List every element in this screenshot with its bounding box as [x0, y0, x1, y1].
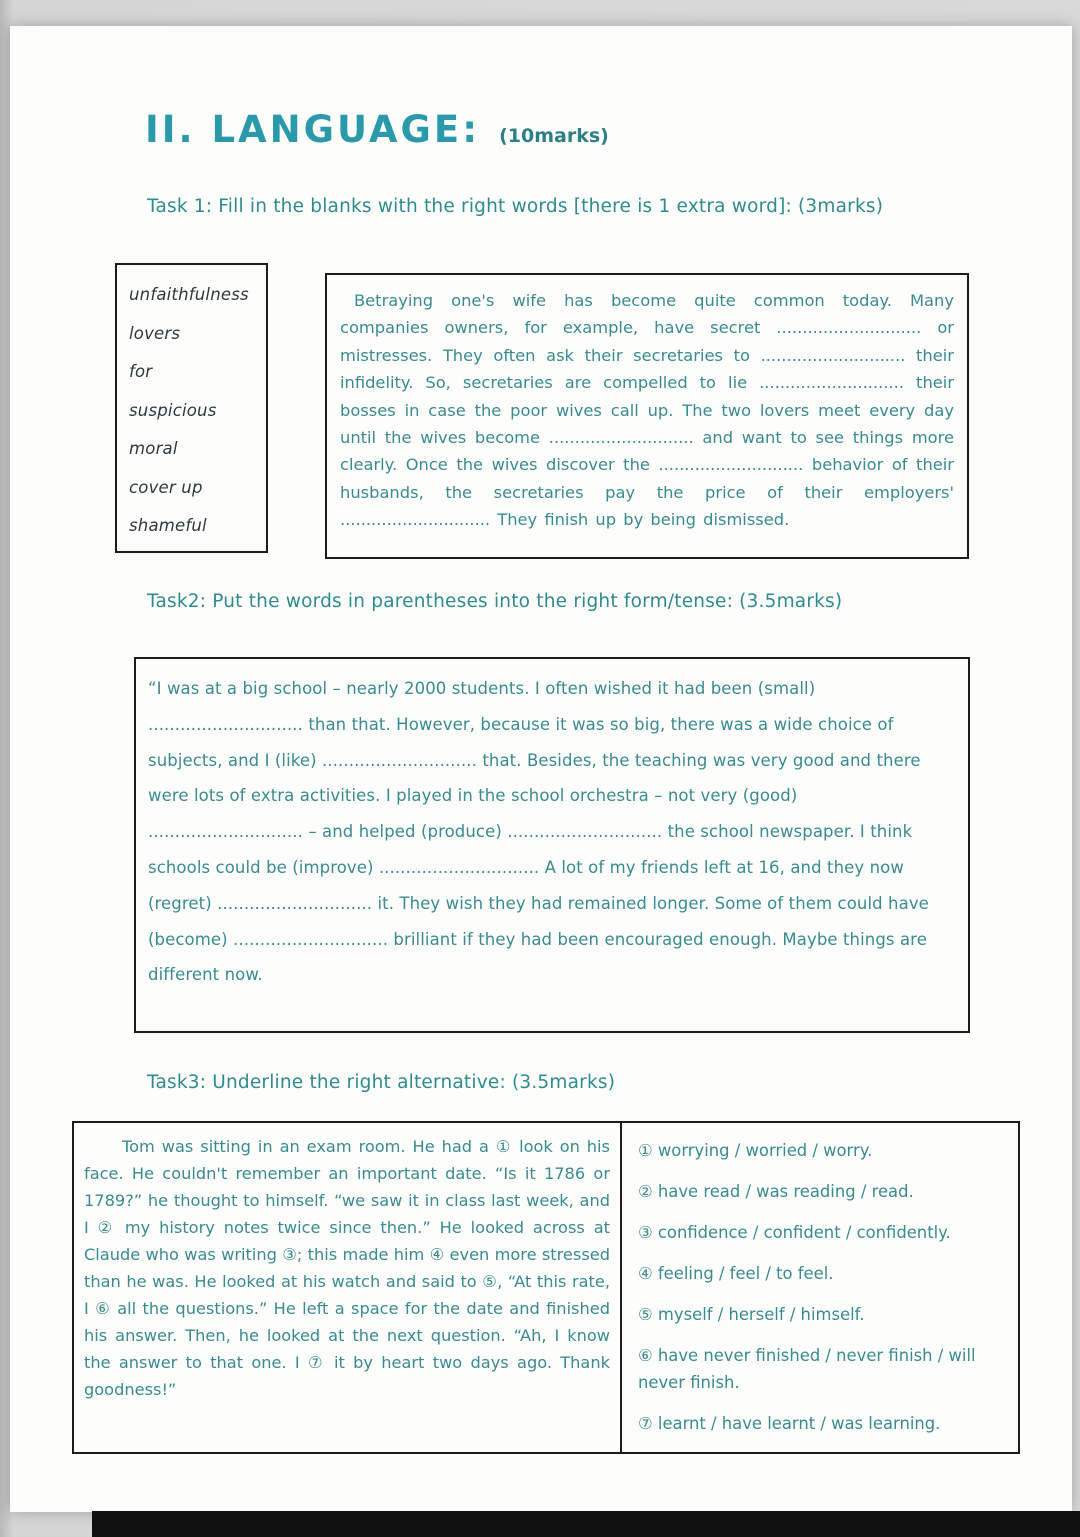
task3-options-list: [622, 1123, 1018, 1452]
word-bank-item: moral: [129, 439, 178, 458]
alternative-option: ③ confidence / confident / confidently.: [638, 1223, 951, 1242]
alternative-option: ⑤ myself / herself / himself.: [638, 1305, 865, 1324]
section-heading: [145, 108, 609, 151]
task1-title: Task 1: Fill in the blanks with the right words [there is 1 extra word]: (3marks): [147, 196, 884, 217]
task2-passage-box: [134, 657, 970, 1033]
task1-passage-box: [325, 273, 969, 559]
word-bank-item: unfaithfulness: [129, 285, 249, 304]
alternative-option: ② have read / was reading / read.: [638, 1182, 914, 1201]
scan-edge-artifact: [92, 1511, 1080, 1537]
alternative-option: ⑥ have never finished / never finish / will never finish.: [638, 1346, 976, 1392]
word-bank-item: shameful: [129, 516, 207, 535]
task3-passage: Tom was sitting in an exam room. He had a ① look on his face. He couldn't remember an important date. “Is it 1786 or 1789?” he thought to himself. “we saw it in class last week, and I ② my history notes twice since then.” He looked across at Claude who was writing ③; this made him ④ even more stressed than he was. He looked at his watch and said to ⑤, “At this rate, I ⑥ all the questions.” He left a space for the date and finished his answer. Then, he looked at the next question. “Ah, I know the answer to that one. I ⑦ it by heart two days ago. Thank goodness!”: [74, 1123, 622, 1452]
worksheet-page: [10, 26, 1072, 1512]
section-marks: (10marks): [499, 125, 609, 147]
alternative-option: ④ feeling / feel / to feel.: [638, 1264, 834, 1283]
word-bank-item: cover up: [129, 477, 203, 497]
task3-box: [72, 1121, 1020, 1454]
task2-title: Task2: Put the words in parentheses into the right form/tense: (3.5marks): [147, 591, 843, 612]
task1-passage: Betraying one's wife has become quite common today. Many companies owners, for example, have secret ............................ or mistresses. They often ask their secretaries to ............................ their infidelity. So, secretaries are compelled to lie ............................ their bosses in case the poor wives call up. The two lovers meet every day until the wives become ............................ and want to see things more clearly. Once the wives discover the ............................ behavior of their husbands, the secretaries pay the price of their employers' ............................. They finish up by being dismissed.: [340, 291, 954, 530]
alternative-option: ① worrying / worried / worry.: [638, 1141, 873, 1160]
task2-passage: “I was at a big school – nearly 2000 students. I often wished it had been (small) ............................. than that. However, because it was so big, there was a wide choice of subjects, and I (like) ............................. that. Besides, the teaching was very good and there were lots of extra activities. I played in the school orchestra – not very (good) ............................. – and helped (produce) ............................. the school newspaper. I think schools could be (improve) .............................. A lot of my friends left at 16, and they now (regret) ............................. it. They wish they had remained longer. Some of them could have (become) ............................. brilliant if they had been encouraged enough. Maybe things are different now.: [148, 679, 929, 985]
word-bank-item: for: [129, 362, 153, 381]
alternative-option: ⑦ learnt / have learnt / was learning.: [638, 1414, 941, 1433]
section-title: II. LANGUAGE:: [145, 108, 480, 151]
task3-title: Task3: Underline the right alternative: (3.5marks): [147, 1072, 616, 1093]
word-bank-item: suspicious: [129, 400, 217, 420]
word-bank-item: lovers: [129, 323, 181, 343]
task1-word-bank: [115, 263, 268, 553]
